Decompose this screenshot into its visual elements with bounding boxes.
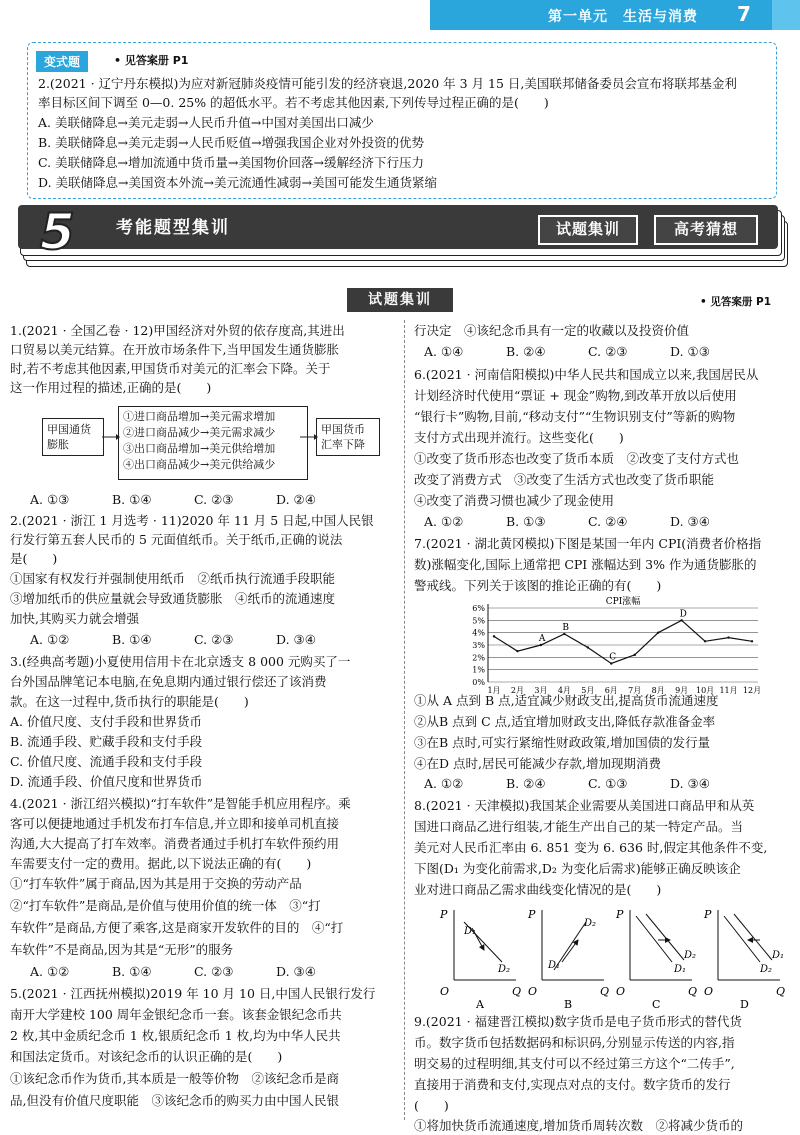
q4-line: 4.(2021 · 浙江绍兴模拟)“打车软件”是智能手机应用程序。乘 [10, 796, 351, 811]
axis-q: Q [512, 985, 522, 998]
q1-option-c[interactable]: C. ②③ [194, 492, 234, 507]
q3-line: 台外国品牌笔记本电脑,在免息期内通过银行偿还了该消费 [10, 674, 327, 689]
q2-line: 2.(2021 · 浙江 1 月选考 · 11)2020 年 11 月 5 日起,中国人民银 [10, 513, 374, 528]
q2-line: 行发行第五套人民币的 5 元面值纸币。关于纸币,正确的说法 [10, 532, 343, 547]
variant-answer-ref: • 见答案册 P1 [114, 54, 189, 67]
variant-line: 率目标区间下调至 0—0. 25% 的超低水平。若不考虑其他因素,下列传导过程正确的是( ) [38, 95, 549, 110]
q2-line: 是( ) [10, 551, 58, 566]
q7-options [424, 776, 752, 791]
cpi-point [563, 633, 565, 635]
x-tick-label: 6月 [604, 686, 618, 695]
q6-option-b[interactable]: B. ①③ [506, 514, 546, 529]
q6-line: 改变了消费方式 ③改变了生活方式也改变了货币职能 [414, 472, 715, 487]
page-header [430, 0, 800, 30]
graph-label: A [476, 998, 484, 1010]
q5-line: 和国法定货币。对该纪念币的认识正确的是( ) [10, 1049, 283, 1064]
q6-line: “银行卡”购物,目前,“移动支付”“生物识别支付”等新的购物 [414, 409, 736, 424]
q8-graph-b[interactable] [527, 908, 609, 1010]
y-tick-label: 6% [472, 604, 485, 613]
q4-line: 车软件”是商品,方便了乘客,这是商家开发软件的目的 ④“打 [10, 920, 344, 935]
d1-label: D₁ [464, 926, 477, 937]
cpi-line-chart [458, 596, 778, 700]
q1-box-item: ②进口商品减少→美元需求减少 [123, 426, 276, 439]
q5-option-a[interactable]: A. ①④ [424, 344, 464, 359]
q1-box-left [42, 418, 104, 456]
q7-line: 数)涨幅变化,国际上通常把 CPI 涨幅达到 3% 作为通货膨胀的 [414, 557, 757, 572]
variant-option: B. 美联储降息→美元走弱→人民币贬值→增强我国企业对外投资的优势 [38, 135, 425, 150]
q2-option-a[interactable]: A. ①② [30, 632, 70, 647]
q3-option-d[interactable]: D. 流通手段、价值尺度和世界货币 [10, 774, 203, 789]
q8-graph-d[interactable] [703, 908, 785, 1010]
q5-line: 5.(2021 · 江西抚州模拟)2019 年 10 月 10 日,中国人民银行发行 [10, 986, 376, 1001]
q4-option-a[interactable]: A. ①② [30, 964, 70, 979]
cpi-point [540, 644, 542, 646]
variant-question-box [27, 42, 777, 199]
point-annotation: D [679, 609, 687, 620]
q1-box-item: ④出口商品减少→美元供给减少 [123, 458, 276, 471]
origin: O [616, 985, 626, 998]
q4-line: 客可以便捷地通过手机发布打车信息,并立即和接单司机直接 [10, 816, 339, 831]
banner-main [18, 203, 778, 261]
d2-label: D₂ [498, 964, 511, 975]
axis-p: P [616, 908, 624, 921]
y-tick-label: 2% [472, 653, 485, 663]
q2-option-c[interactable]: C. ②③ [194, 632, 234, 647]
q8-line: 业对进口商品乙需求曲线变化情况的是( ) [414, 882, 662, 897]
q1-box-item: ③出口商品增加→美元供给增加 [123, 442, 276, 455]
q3-option-a[interactable]: A. 价值尺度、支付手段和世界货币 [10, 714, 202, 729]
q8-line: 国进口商品乙进行组装,才能生产出自己的某一特定产品。当 [414, 819, 743, 834]
point-annotation: B [562, 622, 569, 633]
cpi-point [610, 662, 612, 664]
unit-title: 第一单元 生活与消费 [548, 9, 698, 25]
column-divider [404, 320, 405, 1120]
q8-line: 美元对人民币汇率由 6. 851 变为 6. 636 时,假定其他条件不变, [414, 840, 768, 855]
q4-line: ①“打车软件”属于商品,因为其是用于交换的劳动产品 [10, 876, 302, 891]
point-annotation: A [538, 634, 546, 644]
cpi-point [704, 640, 706, 642]
q5-options [424, 344, 752, 359]
x-tick-label: 8月 [651, 686, 665, 695]
q9-line: 币。数字货币包括数据码和标识码,分别显示传送的内容,指 [414, 1035, 735, 1050]
chart-title: CPI涨幅 [605, 597, 641, 607]
q9-line: ( ) [414, 1098, 449, 1113]
q2-line: ①国家有权发行并强制使用纸币 ②纸币执行流通手段职能 [10, 571, 336, 586]
q6-options [424, 514, 752, 529]
cpi-point [727, 636, 729, 638]
q1-line: 时,若不考虑其他因素,甲国货币对美元的汇率会下降。关于 [10, 361, 331, 376]
q4-options [30, 964, 358, 979]
q4-line: ②“打车软件”是商品,是价值与使用价值的统一体 ③“打 [10, 898, 321, 913]
q5-option-b[interactable]: B. ②④ [506, 344, 546, 359]
page-number: 7 [737, 2, 751, 26]
q7-line: ④在D 点时,居民可能减少存款,增加现期消费 [414, 756, 661, 771]
q7-option-a[interactable]: A. ①② [424, 776, 464, 791]
y-tick-label: 0% [472, 678, 485, 687]
graph-label: D [740, 998, 749, 1010]
q6-line: ④改变了消费习惯也减少了现金使用 [414, 493, 615, 508]
cpi-point [751, 640, 753, 642]
header-tab [772, 0, 800, 30]
cpi-series-line [494, 620, 752, 663]
section-answer-ref: • 见答案册 P1 [700, 296, 772, 308]
y-tick-label: 4% [472, 628, 485, 638]
x-tick-label: 12月 [742, 686, 762, 695]
q5-option-d[interactable]: D. ①③ [670, 344, 710, 359]
axis-q: Q [688, 985, 698, 998]
q1-option-a[interactable]: A. ①③ [30, 492, 70, 507]
q4-option-d[interactable]: D. ③④ [276, 964, 316, 979]
cpi-point [516, 650, 518, 652]
tab-practice[interactable]: 试题集训 [538, 215, 638, 245]
cpi-point [587, 646, 589, 648]
q1-line: 1.(2021 · 全国乙卷 · 12)甲国经济对外贸的依存度高,其进出 [10, 323, 345, 338]
q3-option-c[interactable]: C. 价值尺度、流通手段和支付手段 [10, 754, 203, 769]
q2-line: ③增加纸币的供应量就会导致通货膨胀 ④纸币的流通速度 [10, 591, 336, 606]
x-tick-label: 9月 [675, 686, 689, 695]
q2-option-b[interactable]: B. ①④ [112, 632, 152, 647]
q5-line: 南开大学建校 100 周年金银纪念币一套。该套金银纪念币共 [10, 1007, 342, 1022]
q7-line: ②从B 点到 C 点,适宜增加财政支出,降低存款准备金率 [414, 714, 716, 729]
variant-option: C. 美联储降息→增加流通中货币量→美国物价回落→缓解经济下行压力 [38, 155, 424, 170]
d2-label: D₂ [760, 964, 773, 975]
q7-line: 警戒线。下列关于该图的推论正确的有( ) [414, 578, 662, 593]
q7-option-b[interactable]: B. ②④ [506, 776, 546, 791]
q6-line: ①改变了货币形态也改变了货币本质 ②改变了支付方式也 [414, 451, 740, 466]
q3-line: 款。在这一过程中,货币执行的职能是( ) [10, 694, 249, 709]
axis-q: Q [776, 985, 786, 998]
x-tick-label: 7月 [628, 686, 642, 695]
q5-line: 品,但没有价值尺度职能 ③该纪念币的购买力由中国人民银 [10, 1093, 339, 1108]
q9-line: 明交易的过程明细,其支付可以不经过第三方这个“二传手”, [414, 1056, 735, 1071]
x-tick-label: 11月 [719, 686, 738, 695]
cpi-point [680, 619, 682, 621]
axis-p: P [528, 908, 536, 921]
point-annotation: C [609, 652, 617, 663]
banner-number: 5 [40, 203, 75, 261]
q7-line: ①从 A 点到 B 点,适宜减少财政支出,提高货币流通速度 [414, 693, 719, 708]
q8-line: 下图(D₁ 为变化前需求,D₂ 为变化后需求)能够正确反映该企 [414, 861, 741, 876]
cpi-point [493, 635, 495, 637]
q1-line: 这一作用过程的描述,正确的是( ) [10, 380, 212, 395]
q2-option-d[interactable]: D. ③④ [276, 632, 316, 647]
y-tick-label: 5% [472, 616, 485, 626]
q1-option-b[interactable]: B. ①④ [112, 492, 152, 507]
axis-p: P [440, 908, 448, 921]
q8-line: 8.(2021 · 天津模拟)我国某企业需要从美国进口商品甲和从英 [414, 798, 755, 813]
q9-line: 直接用于消费和支付,实现点对点的支付。数字货币的发行 [414, 1077, 731, 1092]
q3-option-b[interactable]: B. 流通手段、贮藏手段和支付手段 [10, 734, 203, 749]
q6-option-d[interactable]: D. ③④ [670, 514, 710, 529]
q4-line: 沟通,大大提高了打车效率。消费者通过手机打车软件预约用 [10, 836, 339, 851]
q9-line: 9.(2021 · 福建晋江模拟)数字货币是电子货币形式的替代货 [414, 1014, 742, 1029]
q8-graph-a[interactable] [439, 908, 521, 1010]
q8-graph-c[interactable] [615, 908, 697, 1010]
q6-line: 计划经济时代使用“票证 + 现金”购物,到改革开放以后使用 [414, 388, 737, 403]
x-tick-label: 4月 [557, 686, 571, 695]
q6-line: 6.(2021 · 河南信阳模拟)中华人民共和国成立以来,我国居民从 [414, 367, 759, 382]
q7-line: 7.(2021 · 湖北黄冈模拟)下图是某国一年内 CPI(消费者价格指 [414, 536, 762, 551]
cpi-point [657, 631, 659, 633]
q1-box-left-text: 甲国通货膨胀 [47, 423, 91, 451]
x-tick-label: 2月 [510, 686, 525, 695]
graph-label: C [652, 998, 661, 1010]
q1-box-right [316, 418, 380, 456]
d1-label: D₁ [548, 960, 561, 971]
q5-line: ①该纪念币作为货币,其本质是一般等价物 ②该纪念币是商 [10, 1071, 339, 1086]
variant-option: A. 美联储降息→美元走弱→人民币升值→中国对美国出口减少 [38, 115, 374, 130]
q4-option-b[interactable]: B. ①④ [112, 964, 152, 979]
q1-box-right-text: 甲国货币汇率下降 [321, 423, 365, 451]
q6-option-a[interactable]: A. ①② [424, 514, 464, 529]
q6-option-c[interactable]: C. ②④ [588, 514, 628, 529]
q2-options [30, 632, 358, 647]
q1-line: 口贸易以美元结算。在开放市场条件下,当甲国发生通货膨胀 [10, 342, 339, 357]
x-tick-label: 5月 [581, 686, 595, 695]
q3-line: 3.(经典高考题)小夏使用信用卡在北京透支 8 000 元购买了一 [10, 654, 351, 669]
q8-demand-graphs [434, 900, 794, 1010]
axis-q: Q [600, 985, 610, 998]
q5-line: 行决定 ④该纪念币具有一定的收藏以及投资价值 [414, 323, 690, 338]
q4-line: 车软件”不是商品,因为其是“无形”的服务 [10, 942, 234, 957]
q7-option-d[interactable]: D. ③④ [670, 776, 710, 791]
variant-option: D. 美联储降息→美国资本外流→美元流通性减弱→美国可能发生通货紧缩 [38, 175, 437, 190]
x-tick-label: 10月 [695, 686, 715, 695]
d2-label: D₂ [584, 918, 597, 929]
x-tick-label: 1月 [487, 686, 501, 695]
q7-line: ③在B 点时,可实行紧缩性财政政策,增加国债的发行量 [414, 735, 711, 750]
q1-option-d[interactable]: D. ②④ [276, 492, 316, 507]
q9-line: ①将加快货币流通速度,增加货币周转次数 ②将减少货币的 [414, 1118, 743, 1133]
banner-title: 考能题型集训 [116, 218, 230, 238]
y-tick-label: 1% [472, 665, 485, 675]
d2-label: D₂ [684, 950, 697, 961]
x-tick-label: 3月 [534, 686, 548, 695]
q4-option-c[interactable]: C. ②③ [194, 964, 234, 979]
y-tick-label: 3% [472, 641, 485, 650]
tab-exam-forecast[interactable]: 高考猜想 [654, 215, 758, 245]
origin: O [704, 985, 714, 998]
cpi-point [634, 654, 636, 656]
variant-tag: 变式题 [36, 51, 88, 72]
q1-box-middle [118, 406, 308, 480]
origin: O [440, 985, 450, 998]
d1-label: D₁ [674, 964, 687, 975]
q1-options [30, 492, 358, 507]
q2-line: 加快,其购买力就会增强 [10, 611, 139, 626]
graph-label: B [564, 998, 573, 1010]
q5-option-c[interactable]: C. ②③ [588, 344, 628, 359]
section-banner [18, 205, 783, 270]
origin: O [528, 985, 538, 998]
q7-option-c[interactable]: C. ①③ [588, 776, 628, 791]
q4-line: 车需要支付一定的费用。据此,以下说法正确的有( ) [10, 856, 312, 871]
q6-line: 支付方式出现并流行。这些变化( ) [414, 430, 624, 445]
section-title: 试题集训 [347, 288, 453, 312]
axis-p: P [704, 908, 712, 921]
d1-label: D₁ [772, 950, 785, 961]
variant-line: 2.(2021 · 辽宁丹东模拟)为应对新冠肺炎疫情可能引发的经济衰退,2020 年 3 月 15 日,美国联邦储备委员会宣布将联邦基金利 [38, 76, 737, 91]
q5-line: 2 枚,其中金质纪念币 1 枚,银质纪念币 1 枚,均为中华人民共 [10, 1028, 341, 1043]
q1-box-item: ①进口商品增加→美元需求增加 [123, 410, 276, 423]
